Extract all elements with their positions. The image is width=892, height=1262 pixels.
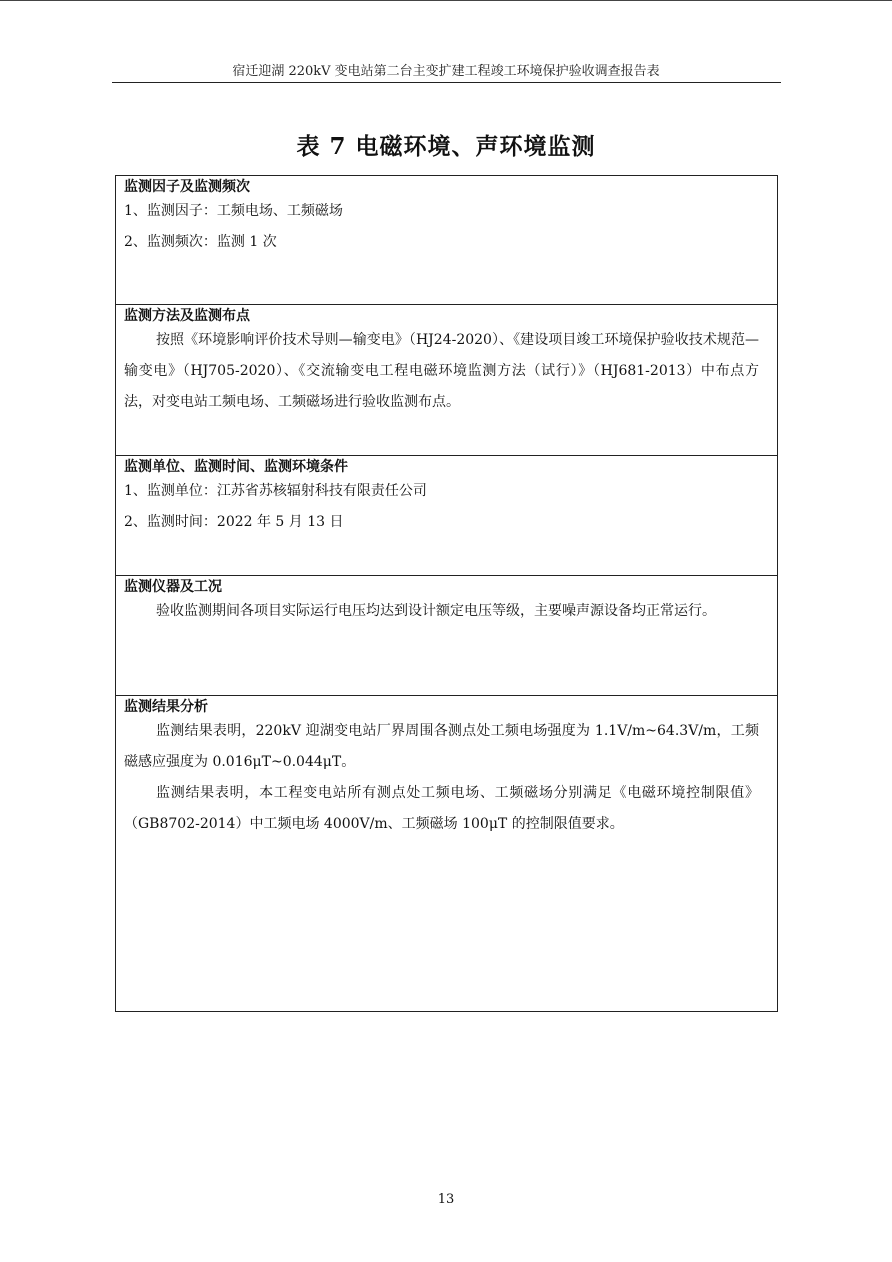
instruments-paragraph: 验收监测期间各项目实际运行电压均达到设计额定电压等级，主要噪声源设备均正常运行。	[156, 603, 716, 619]
frequency-line: 2、监测频次：监测 1 次	[124, 234, 277, 250]
table-title: 表 7 电磁环境、声环境监测	[296, 133, 596, 160]
section-unit-time	[116, 456, 777, 576]
section-heading: 监测仪器及工况	[124, 579, 222, 595]
monitoring-table	[115, 175, 778, 1012]
section-heading: 监测结果分析	[124, 699, 208, 715]
section-heading: 监测单位、监测时间、监测环境条件	[124, 459, 348, 475]
section-instruments	[116, 576, 777, 696]
section-methods	[116, 305, 777, 456]
factor-line: 1、监测因子：工频电场、工频磁场	[124, 203, 343, 219]
section-factors	[116, 176, 777, 305]
running-header: 宿迁迎湖 220kV 变电站第二台主变扩建工程竣工环境保护验收调查报告表	[232, 64, 660, 79]
header-rule	[112, 82, 781, 83]
results-paragraph: 监测结果表明，220kV 迎湖变电站厂界周围各测点处工频电场强度为 1.1V/m~64.3V/m，工频磁感应强度为 0.016μT~0.044μT。	[124, 723, 759, 770]
section-heading: 监测因子及监测频次	[124, 179, 250, 195]
unit-line: 1、监测单位：江苏省苏核辐射科技有限责任公司	[124, 483, 427, 499]
section-results	[116, 696, 777, 1011]
methods-paragraph: 按照《环境影响评价技术导则—输变电》（HJ24-2020）、《建设项目竣工环境保护验收技术规范—输变电》（HJ705-2020）、《交流输变电工程电磁环境监测方法（试行）》（HJ681-2013）中布点方法，对变电站工频电场、工频磁场进行验收监测布点。	[124, 332, 759, 410]
page-number: 13	[437, 1192, 455, 1207]
section-heading: 监测方法及监测布点	[124, 308, 250, 324]
results-paragraph: 监测结果表明，本工程变电站所有测点处工频电场、工频磁场分别满足《电磁环境控制限值》（GB8702-2014）中工频电场 4000V/m、工频磁场 100μT 的控制限值要求。	[124, 785, 759, 832]
page-top-border	[0, 0, 892, 1]
time-line: 2、监测时间：2022 年 5 月 13 日	[124, 514, 344, 530]
